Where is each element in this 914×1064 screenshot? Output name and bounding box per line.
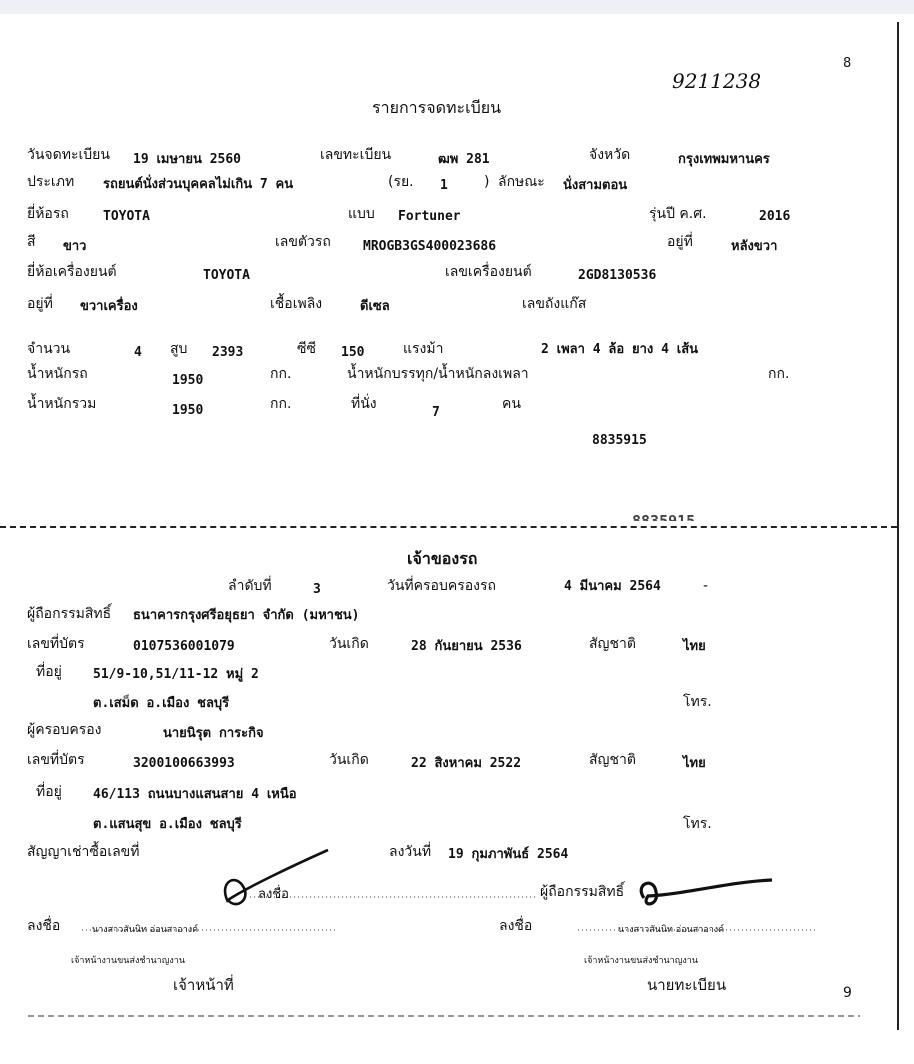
weight-label: น้ำหนักรถ xyxy=(27,366,88,382)
order-label: ลำดับที่ xyxy=(228,578,272,594)
province-label: จังหวัด xyxy=(589,147,631,163)
page-title: รายการจดทะเบียน xyxy=(372,98,502,117)
holder-label: ผู้ถือกรรมสิทธิ์ xyxy=(540,884,625,900)
cylinder-label: สูบ xyxy=(170,341,188,357)
owner-nat-value: ไทย xyxy=(683,639,706,654)
possess-date-label: วันที่ครอบครองรถ xyxy=(387,578,496,594)
possessor-value: นายนิรุต การะกิจ xyxy=(163,726,264,741)
color-label: สี xyxy=(27,234,36,250)
fuel-value: ดีเซล xyxy=(360,299,390,314)
corner-mark-bottom: 9 xyxy=(843,985,852,1001)
owner-born-value: 28 กันยายน 2536 xyxy=(411,639,522,654)
hp-value: 150 xyxy=(341,345,365,360)
owner-tel-label: โทร. xyxy=(683,694,712,710)
gross-label: น้ำหนักรวม xyxy=(27,396,97,412)
officer-name: นางสาวสันนิท อ่อนสาอางค์ xyxy=(92,925,199,935)
seats-value: 7 xyxy=(432,405,440,420)
engine-loc-value: ขวาเครื่อง xyxy=(80,299,138,314)
gross-unit: กก. xyxy=(270,396,292,412)
possess-date-value: 4 มีนาคม 2564 xyxy=(564,579,661,594)
chassis-loc-label: อยู่ที่ xyxy=(667,234,693,250)
engine-loc-label: อยู่ที่ xyxy=(27,296,53,312)
corner-mark-top: 8 xyxy=(843,56,852,71)
possessor-id-value: 3200100663993 xyxy=(133,756,235,771)
officer-title-small: เจ้าหน้างานขนส่งชำนาญงาน xyxy=(71,956,185,966)
possessor-label: ผู้ครอบครอง xyxy=(27,722,102,738)
brand-label: ยี่ห้อรถ xyxy=(27,206,69,222)
province-value: กรุงเทพมหานคร xyxy=(678,152,770,167)
handwritten-number: 9211238 xyxy=(672,69,762,93)
possessor-addr-line1: 46/113 ถนนบางแสนสาย 4 เหนือ xyxy=(93,787,297,802)
contract-label: สัญญาเช่าซื้อเลขที่ xyxy=(27,844,140,860)
type-value: รถยนต์นั่งส่วนบุคคลไม่เกิน 7 คน xyxy=(103,177,294,192)
brand-value: TOYOTA xyxy=(103,209,150,224)
weight-unit: กก. xyxy=(270,366,292,382)
sign-date-value: 19 กุมภาพันธ์ 2564 xyxy=(448,847,569,862)
chassis-loc-value: หลังขวา xyxy=(731,239,778,254)
reg-date-label: วันจดทะเบียน xyxy=(27,147,110,163)
possessor-addr-line2: ต.แสนสุข อ.เมือง ชลบุรี xyxy=(93,817,242,832)
count-label: จำนวน xyxy=(27,341,71,357)
rs-value: 1 xyxy=(440,178,448,193)
cc-value: 2393 xyxy=(212,345,244,360)
registrar-name: นางสาวสันนิท อ่อนสาอางค์ xyxy=(618,925,725,935)
owner-addr-line2: ต.เสม็ด อ.เมือง ชลบุรี xyxy=(93,696,230,711)
load-label: น้ำหนักบรรทุก/น้ำหนักลงเพลา xyxy=(347,366,529,382)
registrar-role: นายทะเบียน xyxy=(647,976,727,994)
plate-value: ฒพ 281 xyxy=(438,152,490,167)
engine-no-value: 2GD8130536 xyxy=(578,268,657,283)
model-label: แบบ xyxy=(348,206,375,222)
load-unit: กก. xyxy=(768,366,790,382)
owner-addr-line1: 51/9-10,51/11-12 หมู่ 2 xyxy=(93,667,259,682)
owner-label: ผู้ถือกรรมสิทธิ์ xyxy=(27,606,112,622)
gross-value: 1950 xyxy=(172,403,204,418)
plate-label: เลขทะเบียน xyxy=(320,147,392,163)
model-value: Fortuner xyxy=(398,209,461,224)
rs-label: (รย. xyxy=(388,174,414,190)
color-value: ขาว xyxy=(63,239,87,254)
owner-born-label: วันเกิด xyxy=(329,636,369,652)
possessor-id-label: เลขที่บัตร xyxy=(27,752,85,768)
engine-brand-label: ยี่ห้อเครื่องยนต์ xyxy=(27,264,117,280)
chassis-value: MROGB3GS400023686 xyxy=(363,239,497,254)
reference-number: 8835915 xyxy=(592,433,647,448)
owner-addr-label: ที่อยู่ xyxy=(36,664,62,680)
owner-section-title: เจ้าของรถ xyxy=(407,549,478,568)
year-label: รุ่นปี ค.ศ. xyxy=(649,206,707,222)
possessor-addr-label: ที่อยู่ xyxy=(36,784,62,800)
engine-no-label: เลขเครื่องยนต์ xyxy=(445,264,532,280)
chassis-label: เลขตัวรถ xyxy=(275,234,331,250)
officer-sign-label: ลงชื่อ xyxy=(27,918,61,934)
owner-id-value: 0107536001079 xyxy=(133,639,235,654)
hp-label: แรงม้า xyxy=(403,341,444,357)
seats-unit: คน xyxy=(502,396,521,412)
possessor-nat-value: ไทย xyxy=(683,756,706,771)
order-value: 3 xyxy=(313,582,321,597)
registrar-sign-label: ลงชื่อ xyxy=(499,918,533,934)
count-value: 4 xyxy=(134,345,142,360)
possessor-tel-label: โทร. xyxy=(683,816,712,832)
owner-id-label: เลขที่บัตร xyxy=(27,636,85,652)
axles-value: 2 เพลา 4 ล้อ ยาง 4 เส้น xyxy=(541,342,699,357)
possessor-nat-label: สัญชาติ xyxy=(589,752,636,768)
registrar-title-small: เจ้าหน้างานขนส่งชำนาญงาน xyxy=(584,956,698,966)
possess-dash: - xyxy=(703,578,709,594)
reg-date-value: 19 เมษายน 2560 xyxy=(133,152,241,167)
sign-date-label: ลงวันที่ xyxy=(389,844,432,860)
owner-nat-label: สัญชาติ xyxy=(589,636,636,652)
gas-label: เลขถังแก๊ส xyxy=(522,296,587,312)
holder-signature xyxy=(641,880,772,904)
fuel-label: เชื้อเพลิง xyxy=(270,296,323,312)
style-label: ลักษณะ xyxy=(498,174,545,190)
engine-brand-value: TOYOTA xyxy=(203,268,250,283)
sign-label-left: ลงชื่อ xyxy=(258,887,289,902)
type-label: ประเภท xyxy=(27,174,75,190)
possessor-born-value: 22 สิงหาคม 2522 xyxy=(411,756,522,771)
rs-close: ) xyxy=(484,174,490,190)
possessor-born-label: วันเกิด xyxy=(329,752,369,768)
seats-label: ที่นั่ง xyxy=(351,396,377,412)
officer-role: เจ้าหน้าที่ xyxy=(173,976,234,994)
cc-label: ซีซี xyxy=(297,341,317,357)
owner-value: ธนาคารกรุงศรีอยุธยา จำกัด (มหาชน) xyxy=(133,608,360,623)
year-value: 2016 xyxy=(759,209,791,224)
style-value: นั่งสามตอน xyxy=(563,178,628,193)
weight-value: 1950 xyxy=(172,373,204,388)
